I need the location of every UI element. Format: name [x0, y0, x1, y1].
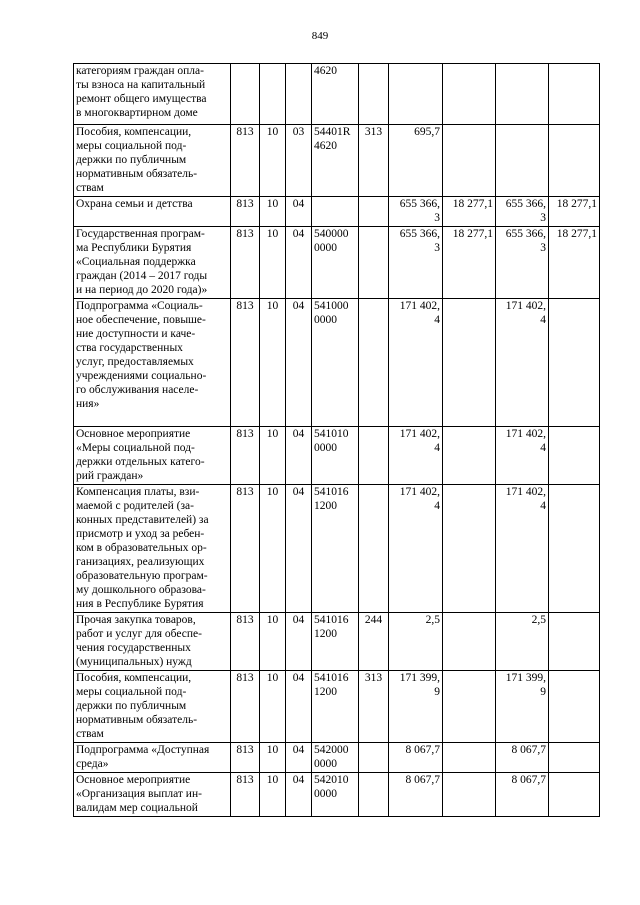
grbs-code-cell: [231, 64, 260, 125]
section-code-cell: [260, 125, 286, 197]
subsection-code-cell: [286, 227, 312, 299]
expense-type-cell: [359, 743, 389, 773]
subsection-code-cell-text: 03: [292, 126, 305, 138]
target-article-cell-text: 541016 1200: [314, 672, 349, 698]
target-article-cell-text: 4620: [314, 65, 337, 77]
row-name-cell-text: категориям граждан опла- ты взноса на капитальный ремонт общего имущества в многоквартирном доме: [76, 65, 207, 119]
expense-type-cell: [359, 227, 389, 299]
target-article-cell-text: 540000 0000: [314, 228, 349, 254]
target-article-cell: [312, 613, 359, 671]
section-code-cell-text: 10: [266, 228, 279, 240]
subsection-code-cell-text: 04: [292, 774, 305, 786]
target-article-cell: [312, 773, 359, 817]
amount-cell-text: 18 277,1: [556, 198, 597, 210]
amount-cell-text: 2,5: [531, 614, 546, 626]
subsection-code-cell: [286, 197, 312, 227]
amount-cell-text: 655 366, 3: [399, 198, 440, 224]
amount-cell: [549, 427, 600, 485]
amount-cell: [443, 671, 496, 743]
amount-cell-text: 171 399, 9: [399, 672, 440, 698]
amount-cell-text: 171 399, 9: [505, 672, 546, 698]
grbs-code-cell-text: 813: [236, 126, 254, 138]
subsection-code-cell-text: 04: [292, 672, 305, 684]
amount-cell-text: 171 402, 4: [505, 486, 546, 512]
amount-cell: [443, 743, 496, 773]
row-name-cell-text: Пособия, компенсации, меры социальной под- держки по публичным нормативным обязатель- ствам: [76, 126, 198, 194]
section-code-cell-text: 10: [266, 198, 279, 210]
amount-cell: [496, 485, 549, 613]
row-name-cell-text: Компенсация платы, взи- маемой с родителей (за- конных представителей) за присмотр и уход за ребен- ком в образовательных ор- ганизациях, реализующих образовательную програм- му дошкольного образова- ния в Республике Бурятия: [76, 486, 209, 610]
target-article-cell: [312, 485, 359, 613]
expense-type-cell: [359, 427, 389, 485]
expense-type-cell: [359, 299, 389, 427]
grbs-code-cell-text: 813: [236, 228, 254, 240]
subsection-code-cell-text: 04: [292, 228, 305, 240]
section-code-cell-text: 10: [266, 774, 279, 786]
amount-cell: [496, 613, 549, 671]
table-row: [74, 613, 600, 671]
subsection-code-cell-text: 04: [292, 744, 305, 756]
amount-cell-text: 171 402, 4: [505, 428, 546, 454]
grbs-code-cell-text: 813: [236, 744, 254, 756]
amount-cell: [443, 125, 496, 197]
grbs-code-cell-text: 813: [236, 300, 254, 312]
subsection-code-cell-text: 04: [292, 614, 305, 626]
amount-cell-text: 18 277,1: [452, 198, 493, 210]
table-row: [74, 773, 600, 817]
amount-cell: [549, 64, 600, 125]
amount-cell: [389, 64, 443, 125]
target-article-cell-text: 542000 0000: [314, 744, 349, 770]
grbs-code-cell: [231, 743, 260, 773]
row-name-cell: [74, 613, 231, 671]
section-code-cell: [260, 743, 286, 773]
amount-cell: [443, 485, 496, 613]
section-code-cell: [260, 485, 286, 613]
budget-table: [73, 63, 600, 817]
section-code-cell-text: 10: [266, 614, 279, 626]
section-code-cell-text: 10: [266, 126, 279, 138]
amount-cell: [496, 227, 549, 299]
amount-cell: [443, 197, 496, 227]
amount-cell: [443, 227, 496, 299]
amount-cell: [549, 227, 600, 299]
table-row: [74, 197, 600, 227]
amount-cell: [389, 485, 443, 613]
row-name-cell: [74, 197, 231, 227]
target-article-cell-text: 54401R 4620: [314, 126, 351, 152]
row-name-cell: [74, 227, 231, 299]
section-code-cell: [260, 773, 286, 817]
amount-cell: [389, 197, 443, 227]
amount-cell: [389, 299, 443, 427]
subsection-code-cell: [286, 773, 312, 817]
row-name-cell-text: Охрана семьи и детства: [76, 198, 193, 210]
amount-cell: [549, 197, 600, 227]
table-row: [74, 743, 600, 773]
section-code-cell: [260, 227, 286, 299]
amount-cell: [549, 125, 600, 197]
section-code-cell: [260, 197, 286, 227]
amount-cell-text: 171 402, 4: [505, 300, 546, 326]
amount-cell-text: 8 067,7: [405, 774, 440, 786]
subsection-code-cell: [286, 485, 312, 613]
table-row: [74, 125, 600, 197]
target-article-cell: [312, 197, 359, 227]
grbs-code-cell: [231, 197, 260, 227]
subsection-code-cell-text: 04: [292, 300, 305, 312]
amount-cell-text: 8 067,7: [511, 744, 546, 756]
target-article-cell-text: 541010 0000: [314, 428, 349, 454]
subsection-code-cell: [286, 671, 312, 743]
amount-cell: [496, 64, 549, 125]
grbs-code-cell: [231, 125, 260, 197]
expense-type-cell: [359, 485, 389, 613]
row-name-cell: [74, 64, 231, 125]
target-article-cell-text: 542010 0000: [314, 774, 349, 800]
target-article-cell: [312, 227, 359, 299]
row-name-cell-text: Государственная програм- ма Республики Бурятия «Социальная поддержка граждан (2014 – 2017 годы и на период до 2020 года)»: [76, 228, 208, 296]
table-row: [74, 427, 600, 485]
expense-type-cell: [359, 197, 389, 227]
amount-cell-text: 655 366, 3: [505, 228, 546, 254]
grbs-code-cell-text: 813: [236, 486, 254, 498]
amount-cell-text: 8 067,7: [511, 774, 546, 786]
grbs-code-cell-text: 813: [236, 672, 254, 684]
expense-type-cell: [359, 773, 389, 817]
amount-cell: [549, 743, 600, 773]
grbs-code-cell: [231, 427, 260, 485]
subsection-code-cell: [286, 743, 312, 773]
target-article-cell: [312, 64, 359, 125]
amount-cell: [496, 743, 549, 773]
expense-type-cell-text: 244: [364, 614, 383, 626]
subsection-code-cell: [286, 299, 312, 427]
amount-cell-text: 8 067,7: [405, 744, 440, 756]
amount-cell-text: 171 402, 4: [399, 428, 440, 454]
target-article-cell-text: 541016 1200: [314, 486, 349, 512]
subsection-code-cell: [286, 427, 312, 485]
amount-cell-text: 18 277,1: [452, 228, 493, 240]
target-article-cell: [312, 743, 359, 773]
grbs-code-cell: [231, 773, 260, 817]
amount-cell: [549, 671, 600, 743]
amount-cell: [443, 64, 496, 125]
amount-cell: [496, 125, 549, 197]
grbs-code-cell-text: 813: [236, 198, 254, 210]
table-row: [74, 227, 600, 299]
expense-type-cell-text: 313: [364, 672, 383, 684]
row-name-cell: [74, 427, 231, 485]
section-code-cell: [260, 671, 286, 743]
target-article-cell: [312, 125, 359, 197]
amount-cell-text: 655 366, 3: [505, 198, 546, 224]
amount-cell: [549, 613, 600, 671]
row-name-cell: [74, 485, 231, 613]
row-name-cell: [74, 299, 231, 427]
section-code-cell-text: 10: [266, 486, 279, 498]
amount-cell: [443, 613, 496, 671]
amount-cell: [496, 427, 549, 485]
row-name-cell-text: Подпрограмма «Социаль- ное обеспечение, повыше- ние доступности и каче- ства государственных услуг, предоставляемых учреждениями социально- го обслуживания населе- ния»: [76, 300, 207, 410]
amount-cell: [549, 299, 600, 427]
section-code-cell-text: 10: [266, 672, 279, 684]
table-row: [74, 485, 600, 613]
section-code-cell-text: 10: [266, 428, 279, 440]
expense-type-cell: [359, 64, 389, 125]
amount-cell: [443, 299, 496, 427]
amount-cell: [549, 773, 600, 817]
amount-cell: [496, 299, 549, 427]
expense-type-cell: [359, 613, 389, 671]
grbs-code-cell: [231, 671, 260, 743]
amount-cell-text: 695,7: [414, 126, 440, 138]
grbs-code-cell: [231, 227, 260, 299]
amount-cell: [443, 427, 496, 485]
row-name-cell-text: Прочая закупка товаров, работ и услуг для обеспе- чения государственных (муниципальных) нужд: [76, 614, 202, 668]
amount-cell: [389, 773, 443, 817]
grbs-code-cell-text: 813: [236, 774, 254, 786]
section-code-cell: [260, 613, 286, 671]
target-article-cell-text: 541000 0000: [314, 300, 349, 326]
amount-cell: [496, 671, 549, 743]
grbs-code-cell: [231, 485, 260, 613]
expense-type-cell-text: 313: [364, 126, 383, 138]
section-code-cell: [260, 64, 286, 125]
grbs-code-cell: [231, 613, 260, 671]
amount-cell: [389, 743, 443, 773]
amount-cell-text: 171 402, 4: [399, 486, 440, 512]
amount-cell-text: 18 277,1: [556, 228, 597, 240]
subsection-code-cell: [286, 64, 312, 125]
row-name-cell: [74, 743, 231, 773]
subsection-code-cell-text: 04: [292, 198, 305, 210]
row-name-cell: [74, 671, 231, 743]
section-code-cell: [260, 299, 286, 427]
amount-cell: [389, 427, 443, 485]
table-row: [74, 299, 600, 427]
table-row: [74, 671, 600, 743]
amount-cell: [443, 773, 496, 817]
amount-cell: [496, 773, 549, 817]
subsection-code-cell: [286, 125, 312, 197]
grbs-code-cell: [231, 299, 260, 427]
target-article-cell: [312, 671, 359, 743]
section-code-cell-text: 10: [266, 300, 279, 312]
grbs-code-cell-text: 813: [236, 614, 254, 626]
table-row: [74, 64, 600, 125]
amount-cell: [389, 227, 443, 299]
subsection-code-cell-text: 04: [292, 486, 305, 498]
grbs-code-cell-text: 813: [236, 428, 254, 440]
page-number: 849: [311, 30, 329, 42]
subsection-code-cell: [286, 613, 312, 671]
amount-cell: [389, 125, 443, 197]
row-name-cell: [74, 773, 231, 817]
amount-cell-text: 655 366, 3: [399, 228, 440, 254]
expense-type-cell: [359, 671, 389, 743]
target-article-cell: [312, 427, 359, 485]
target-article-cell: [312, 299, 359, 427]
amount-cell: [549, 485, 600, 613]
amount-cell: [389, 671, 443, 743]
row-name-cell: [74, 125, 231, 197]
amount-cell-text: 171 402, 4: [399, 300, 440, 326]
section-code-cell-text: 10: [266, 744, 279, 756]
amount-cell-text: 2,5: [425, 614, 440, 626]
row-name-cell-text: Основное мероприятие «Организация выплат ин- валидам мер социальной: [76, 774, 202, 814]
amount-cell: [496, 197, 549, 227]
row-name-cell-text: Пособия, компенсации, меры социальной под- держки по публичным нормативным обязатель- ствам: [76, 672, 198, 740]
subsection-code-cell-text: 04: [292, 428, 305, 440]
section-code-cell: [260, 427, 286, 485]
row-name-cell-text: Подпрограмма «Доступная среда»: [76, 744, 210, 770]
amount-cell: [389, 613, 443, 671]
expense-type-cell: [359, 125, 389, 197]
target-article-cell-text: 541016 1200: [314, 614, 349, 640]
row-name-cell-text: Основное мероприятие «Меры социальной под- держки отдельных катего- рий граждан»: [76, 428, 205, 482]
